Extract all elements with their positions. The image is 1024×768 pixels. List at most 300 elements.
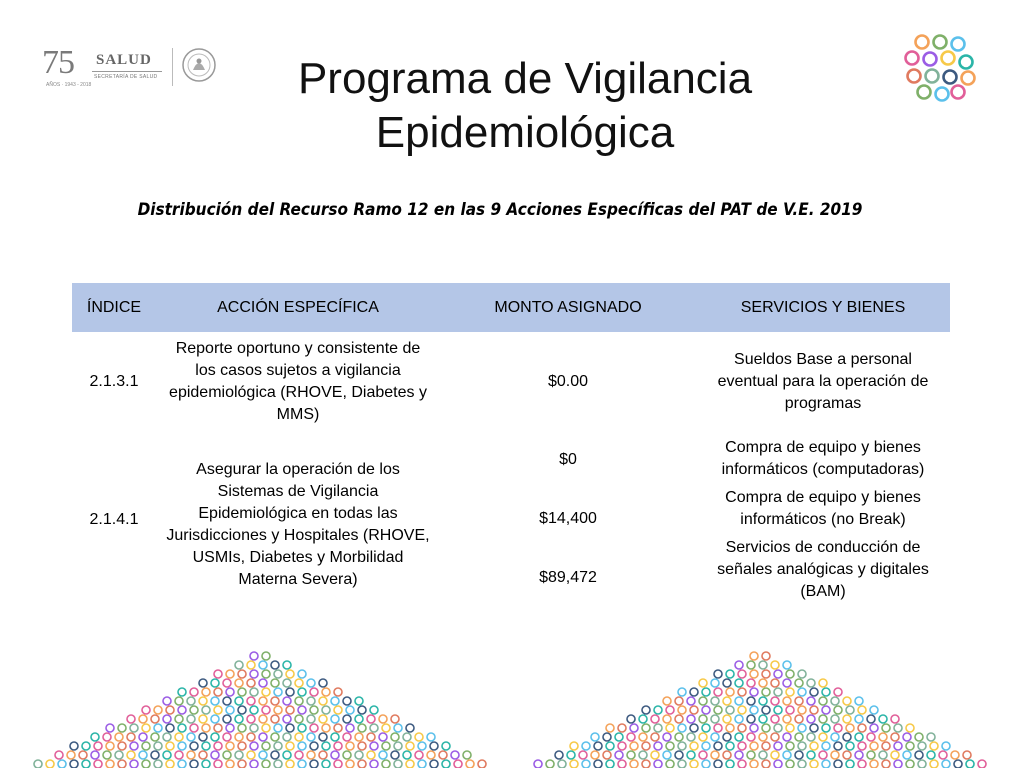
decorative-ring <box>582 760 590 768</box>
decorative-ring <box>202 760 210 768</box>
decorative-ring <box>247 661 255 669</box>
decorative-ring <box>286 670 294 678</box>
decorative-ring <box>822 724 830 732</box>
decorative-ring <box>403 733 411 741</box>
decorative-ring <box>346 742 354 750</box>
decorative-ring <box>322 688 330 696</box>
decorative-ring <box>795 733 803 741</box>
decorative-ring <box>298 706 306 714</box>
decorative-ring <box>759 679 767 687</box>
decorative-ring <box>118 760 126 768</box>
decorative-ring <box>711 679 719 687</box>
decorative-ring <box>79 751 87 759</box>
decorative-ring <box>250 724 258 732</box>
decorative-ring <box>699 679 707 687</box>
decorative-ring <box>834 706 842 714</box>
decorative-ring <box>331 751 339 759</box>
decorative-ring <box>567 751 575 759</box>
decorative-ring <box>142 724 150 732</box>
decorative-ring <box>358 724 366 732</box>
decorative-ring <box>843 751 851 759</box>
decorative-ring <box>952 86 965 99</box>
decorative-ring <box>379 751 387 759</box>
decorative-ring <box>642 742 650 750</box>
decorative-ring <box>738 724 746 732</box>
decorative-ring <box>639 751 647 759</box>
decorative-ring <box>442 742 450 750</box>
decorative-ring <box>642 760 650 768</box>
decorative-ring <box>783 751 791 759</box>
decorative-ring <box>879 733 887 741</box>
decorative-ring <box>226 670 234 678</box>
decorative-ring <box>795 751 803 759</box>
decorative-ring <box>630 724 638 732</box>
decorative-ring <box>843 697 851 705</box>
decorative-ring <box>319 733 327 741</box>
decorative-ring <box>822 706 830 714</box>
decorative-ring <box>187 715 195 723</box>
decorative-ring <box>214 742 222 750</box>
decorative-ring <box>307 751 315 759</box>
decorative-ring <box>214 706 222 714</box>
page-title <box>200 52 850 160</box>
decorative-ring <box>190 706 198 714</box>
decorative-ring <box>343 733 351 741</box>
cell-indice: 2.1.3.1 <box>89 373 139 390</box>
decorative-ring <box>936 88 949 101</box>
decorative-ring <box>286 706 294 714</box>
decorative-ring <box>250 742 258 750</box>
decorative-ring <box>298 670 306 678</box>
decorative-ring <box>334 742 342 750</box>
decorative-ring <box>178 760 186 768</box>
decorative-ring <box>978 760 986 768</box>
decorative-ring <box>702 742 710 750</box>
decorative-ring <box>259 733 267 741</box>
decorative-ring <box>427 751 435 759</box>
decorative-ring <box>654 724 662 732</box>
decorative-ring <box>283 733 291 741</box>
decorative-ring <box>786 742 794 750</box>
decorative-ring <box>82 742 90 750</box>
decorative-ring <box>798 688 806 696</box>
decorative-ring <box>627 715 635 723</box>
decorative-ring <box>783 679 791 687</box>
decorative-ring <box>822 688 830 696</box>
decorative-ring <box>430 760 438 768</box>
decorative-ring <box>699 715 707 723</box>
decorative-ring <box>166 724 174 732</box>
decorative-ring <box>406 742 414 750</box>
decorative-ring <box>298 688 306 696</box>
decorative-ring <box>190 688 198 696</box>
decorative-ring <box>846 742 854 750</box>
decorative-ring <box>271 733 279 741</box>
decorative-ring <box>163 715 171 723</box>
decorative-ring <box>226 688 234 696</box>
decorative-ring <box>358 742 366 750</box>
decorative-ring <box>163 697 171 705</box>
decorative-ring <box>711 733 719 741</box>
budget-table <box>72 283 950 608</box>
table-row <box>72 432 950 608</box>
decorative-ring <box>262 742 270 750</box>
decorative-ring <box>250 652 258 660</box>
decorative-ring <box>663 715 671 723</box>
decorative-ring <box>606 724 614 732</box>
decorative-ring <box>127 751 135 759</box>
decorative-ring <box>663 697 671 705</box>
decorative-ring <box>262 652 270 660</box>
cell-accion: Asegurar la operación de los Sistemas de Vigilancia Epidemiológica en todas las Jurisdicciones y Hospitales (RHOVE, USMIs, Diabetes y Morbilidad Materna Severa) <box>166 461 430 588</box>
decorative-ring <box>187 697 195 705</box>
decorative-ring <box>750 670 758 678</box>
decorative-ring <box>618 742 626 750</box>
decorative-ring <box>762 652 770 660</box>
decorative-ring <box>394 742 402 750</box>
decorative-ring <box>319 715 327 723</box>
decorative-ring <box>214 724 222 732</box>
decorative-ring <box>379 715 387 723</box>
decorative-ring <box>154 760 162 768</box>
logo-75-anniversary: 75 <box>42 44 74 81</box>
decorative-ring <box>235 679 243 687</box>
decorative-ring <box>867 715 875 723</box>
decorative-ring <box>666 724 674 732</box>
decorative-ring <box>714 760 722 768</box>
decorative-ring <box>750 652 758 660</box>
decorative-ring <box>283 751 291 759</box>
decorative-ring <box>735 661 743 669</box>
decorative-ring <box>331 697 339 705</box>
decorative-ring <box>118 724 126 732</box>
decorative-ring <box>678 760 686 768</box>
decorative-ring <box>603 733 611 741</box>
decorative-ring <box>334 688 342 696</box>
decorative-ring <box>627 751 635 759</box>
decorative-ring <box>795 715 803 723</box>
decorative-ring <box>199 733 207 741</box>
decorative-ring <box>555 751 563 759</box>
decorative-ring <box>678 688 686 696</box>
decorative-ring <box>916 36 929 49</box>
decorative-ring <box>310 706 318 714</box>
decorative-ring <box>690 760 698 768</box>
decorative-ring <box>223 715 231 723</box>
decorative-ring <box>310 724 318 732</box>
decorative-ring <box>130 724 138 732</box>
decorative-ring <box>346 724 354 732</box>
decorative-ring <box>199 679 207 687</box>
decorative-ring <box>960 56 973 69</box>
decorative-ring <box>94 760 102 768</box>
decorative-ring <box>687 733 695 741</box>
decorative-ring <box>966 760 974 768</box>
decorative-ring <box>238 724 246 732</box>
decorative-ring <box>714 742 722 750</box>
decorative-ring <box>831 697 839 705</box>
decorative-ring <box>367 733 375 741</box>
decorative-ring <box>319 751 327 759</box>
decorative-ring <box>274 670 282 678</box>
cell-servicios: Sueldos Base a personal eventual para la operación de programas <box>717 351 929 412</box>
decorative-ring <box>702 706 710 714</box>
decorative-ring <box>714 688 722 696</box>
decorative-ring <box>238 706 246 714</box>
decorative-ring <box>952 38 965 51</box>
decorative-ring <box>94 742 102 750</box>
decorative-ring <box>642 706 650 714</box>
decorative-ring <box>894 760 902 768</box>
decorative-ring <box>651 715 659 723</box>
decorative-ring <box>855 697 863 705</box>
page-subtitle: Distribución del Recurso Ramo 12 en las 9 Acciones Específicas del PAT de V.E. 2019 <box>137 200 863 220</box>
decorative-ring <box>954 760 962 768</box>
decorative-ring <box>127 733 135 741</box>
table-header-row <box>72 283 950 332</box>
decorative-ring <box>930 742 938 750</box>
decorative-ring <box>190 742 198 750</box>
decorative-ring <box>367 715 375 723</box>
decorative-ring <box>723 733 731 741</box>
decorative-ring <box>762 670 770 678</box>
decorative-ring <box>798 706 806 714</box>
decorative-ring <box>879 751 887 759</box>
decorative-ring <box>831 715 839 723</box>
decorative-ring <box>154 742 162 750</box>
decorative-ring <box>451 751 459 759</box>
decorative-ring <box>807 751 815 759</box>
decorative-ring <box>678 742 686 750</box>
decorative-ring <box>570 742 578 750</box>
decorative-ring <box>211 751 219 759</box>
decorative-ring <box>418 742 426 750</box>
decorative-ring <box>915 733 923 741</box>
monto-value: $14,400 <box>539 510 597 527</box>
decorative-ring <box>247 697 255 705</box>
decorative-ring <box>214 670 222 678</box>
decorative-ring <box>235 697 243 705</box>
decorative-ring <box>178 724 186 732</box>
decorative-ring <box>310 688 318 696</box>
decorative-rings-pyramid-left <box>30 650 490 768</box>
decorative-ring <box>687 751 695 759</box>
decorative-ring <box>394 724 402 732</box>
decorative-ring <box>199 715 207 723</box>
decorative-ring <box>67 751 75 759</box>
decorative-ring <box>286 760 294 768</box>
decorative-ring <box>151 751 159 759</box>
rings-logo-icon <box>900 32 980 108</box>
decorative-ring <box>810 688 818 696</box>
decorative-ring <box>106 760 114 768</box>
decorative-ring <box>711 697 719 705</box>
decorative-ring <box>139 751 147 759</box>
decorative-ring <box>675 715 683 723</box>
decorative-ring <box>190 724 198 732</box>
decorative-ring <box>846 706 854 714</box>
decorative-ring <box>654 760 662 768</box>
decorative-ring <box>942 52 955 65</box>
decorative-ring <box>355 751 363 759</box>
decorative-ring <box>226 706 234 714</box>
decorative-ring <box>298 742 306 750</box>
decorative-ring <box>618 760 626 768</box>
decorative-ring <box>858 760 866 768</box>
decorative-ring <box>91 733 99 741</box>
decorative-ring <box>178 742 186 750</box>
decorative-ring <box>286 742 294 750</box>
decorative-ring <box>891 715 899 723</box>
decorative-ring <box>726 724 734 732</box>
decorative-ring <box>283 679 291 687</box>
cell-monto: $0.00 <box>547 373 589 390</box>
decorative-ring <box>894 724 902 732</box>
decorative-ring <box>819 733 827 741</box>
decorative-ring <box>738 742 746 750</box>
decorative-ring <box>262 688 270 696</box>
decorative-ring <box>166 706 174 714</box>
decorative-ring <box>723 697 731 705</box>
decorative-ring <box>370 760 378 768</box>
decorative-ring <box>382 742 390 750</box>
decorative-ring <box>666 760 674 768</box>
decorative-ring <box>115 733 123 741</box>
decorative-ring <box>151 733 159 741</box>
decorative-ring <box>442 760 450 768</box>
decorative-ring <box>926 70 939 83</box>
decorative-ring <box>70 742 78 750</box>
servicio-item: Servicios de conducción de señales analógicas y digitales (BAM) <box>717 539 929 600</box>
decorative-ring <box>924 53 937 66</box>
decorative-ring <box>627 733 635 741</box>
decorative-ring <box>639 715 647 723</box>
decorative-ring <box>930 760 938 768</box>
decorative-ring <box>846 760 854 768</box>
decorative-ring <box>118 742 126 750</box>
decorative-ring <box>798 742 806 750</box>
decorative-ring <box>690 688 698 696</box>
decorative-ring <box>678 706 686 714</box>
decorative-ring <box>750 706 758 714</box>
decorative-ring <box>55 751 63 759</box>
decorative-ring <box>858 706 866 714</box>
decorative-ring <box>702 724 710 732</box>
decorative-ring <box>534 760 542 768</box>
decorative-ring <box>319 697 327 705</box>
decorative-ring <box>358 706 366 714</box>
decorative-ring <box>558 760 566 768</box>
decorative-ring <box>238 688 246 696</box>
decorative-ring <box>262 706 270 714</box>
decorative-ring <box>391 733 399 741</box>
decorative-ring <box>942 742 950 750</box>
decorative-ring <box>915 751 923 759</box>
decorative-ring <box>262 724 270 732</box>
decorative-ring <box>235 733 243 741</box>
decorative-ring <box>726 742 734 750</box>
decorative-ring <box>723 751 731 759</box>
decorative-ring <box>271 697 279 705</box>
title-line-1: Programa de Vigilancia <box>297 54 753 103</box>
decorative-ring <box>714 670 722 678</box>
decorative-ring <box>58 760 66 768</box>
decorative-ring <box>199 697 207 705</box>
decorative-ring <box>214 760 222 768</box>
decorative-ring <box>295 733 303 741</box>
decorative-ring <box>331 715 339 723</box>
decorative-ring <box>199 751 207 759</box>
decorative-ring <box>418 760 426 768</box>
decorative-ring <box>906 742 914 750</box>
decorative-ring <box>798 724 806 732</box>
decorative-ring <box>615 733 623 741</box>
decorative-ring <box>951 751 959 759</box>
decorative-ring <box>591 733 599 741</box>
decorative-ring <box>283 697 291 705</box>
decorative-ring <box>699 733 707 741</box>
decorative-ring <box>238 670 246 678</box>
decorative-ring <box>391 715 399 723</box>
decorative-ring <box>867 733 875 741</box>
decorative-ring <box>735 697 743 705</box>
decorative-ring <box>934 36 947 49</box>
decorative-ring <box>774 706 782 714</box>
monto-value: $0 <box>559 451 577 468</box>
decorative-ring <box>819 679 827 687</box>
decorative-ring <box>238 760 246 768</box>
decorative-ring <box>178 706 186 714</box>
decorative-ring <box>91 751 99 759</box>
decorative-ring <box>714 724 722 732</box>
decorative-ring <box>430 742 438 750</box>
decorative-ring <box>271 751 279 759</box>
decorative-ring <box>786 760 794 768</box>
decorative-ring <box>771 679 779 687</box>
decorative-ring <box>906 724 914 732</box>
decorative-ring <box>738 760 746 768</box>
decorative-ring <box>834 742 842 750</box>
decorative-ring <box>723 715 731 723</box>
decorative-ring <box>699 751 707 759</box>
decorative-ring <box>283 661 291 669</box>
decorative-ring <box>759 715 767 723</box>
decorative-ring <box>846 724 854 732</box>
decorative-ring <box>798 670 806 678</box>
decorative-ring <box>346 760 354 768</box>
decorative-ring <box>810 706 818 714</box>
decorative-ring <box>247 733 255 741</box>
decorative-ring <box>247 751 255 759</box>
decorative-ring <box>747 697 755 705</box>
decorative-ring <box>702 760 710 768</box>
decorative-ring <box>394 760 402 768</box>
decorative-ring <box>406 724 414 732</box>
decorative-ring <box>331 733 339 741</box>
decorative-ring <box>163 751 171 759</box>
header-accion: ACCIÓN ESPECÍFICA <box>156 283 440 332</box>
decorative-ring <box>702 688 710 696</box>
decorative-ring <box>250 760 258 768</box>
decorative-ring <box>798 760 806 768</box>
decorative-ring <box>747 679 755 687</box>
decorative-ring <box>675 697 683 705</box>
decorative-ring <box>271 715 279 723</box>
decorative-ring <box>211 733 219 741</box>
decorative-ring <box>307 697 315 705</box>
decorative-ring <box>202 742 210 750</box>
decorative-ring <box>370 706 378 714</box>
